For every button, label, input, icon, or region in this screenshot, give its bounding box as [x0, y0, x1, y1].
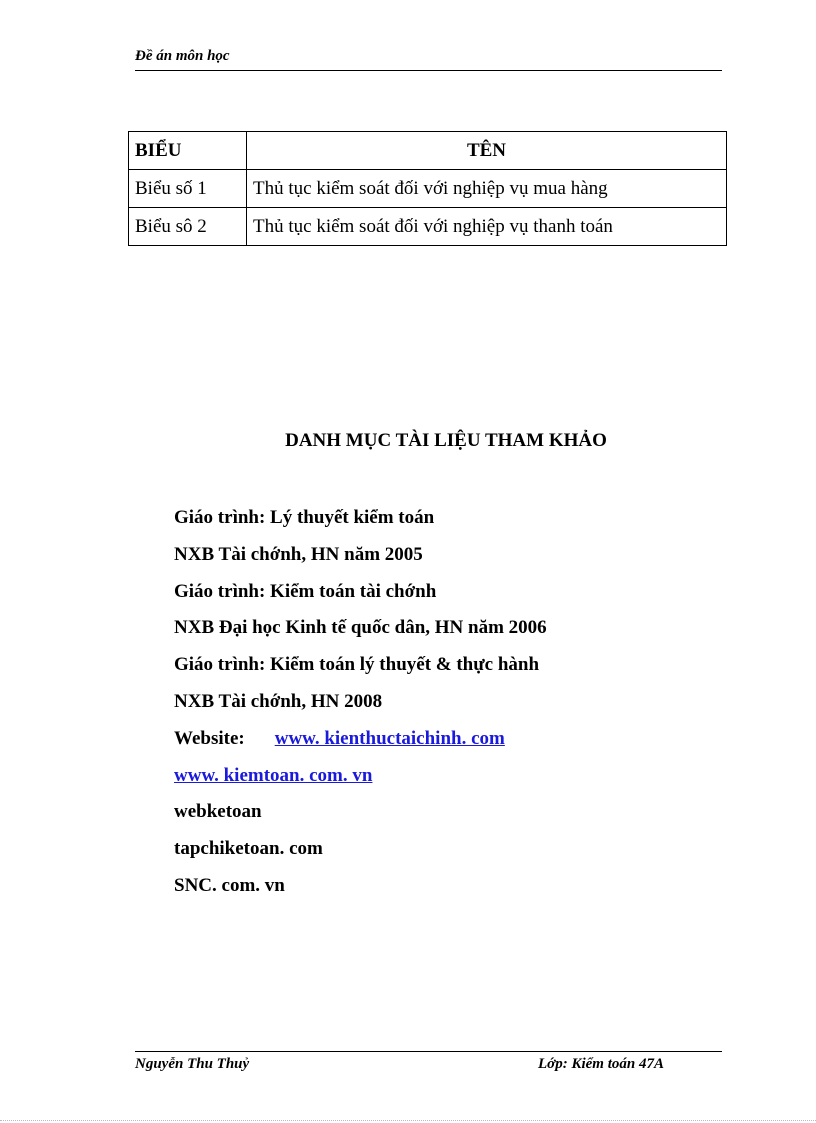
document-header: Đề án môn học	[135, 48, 230, 64]
table-cell: Thủ tục kiểm soát đối với nghiệp vụ mua hàng	[247, 170, 727, 208]
reference-item: SNC. com. vn	[174, 874, 285, 896]
figure-list-table	[128, 131, 727, 246]
reference-item: NXB Tài chớnh, HN 2008	[174, 690, 383, 712]
website-line	[174, 758, 547, 795]
website-line	[174, 721, 547, 758]
reference-item: tapchiketoan. com	[174, 838, 323, 860]
reference-item: webketoan	[174, 801, 262, 823]
website-link[interactable]: www. kiemtoan. com. vn	[174, 764, 373, 786]
column-header: BIỂU	[129, 132, 247, 170]
table-cell: Biểu số 1	[129, 170, 247, 208]
website-link[interactable]: www. kienthuctaichinh. com	[274, 727, 505, 749]
footer-rule	[135, 1051, 722, 1052]
table-cell: Thủ tục kiểm soát đối với nghiệp vụ thanh toán	[247, 208, 727, 246]
table-cell: Biểu sô 2	[129, 208, 247, 246]
references-list	[174, 500, 547, 905]
reference-item: Giáo trình: Kiểm toán lý thuyết & thực hành	[174, 654, 540, 676]
table-header-row	[129, 132, 727, 170]
table-row	[129, 170, 727, 208]
reference-item: NXB Đại học Kinh tế quốc dân, HN năm 2006	[174, 617, 547, 639]
table-row	[129, 208, 727, 246]
reference-item: Giáo trình: Lý thuyết kiểm toán	[174, 507, 435, 528]
references-title: DANH MỤC TÀI LIỆU THAM KHẢO	[285, 430, 607, 451]
footer-author: Nguyễn Thu Thuỷ	[135, 1056, 250, 1072]
page-bottom-border	[0, 1120, 816, 1121]
website-label: Website:	[174, 727, 245, 749]
reference-item: NXB Tài chớnh, HN năm 2005	[174, 543, 423, 565]
header-rule	[135, 70, 722, 71]
column-header: TÊN	[247, 132, 727, 170]
reference-item: Giáo trình: Kiểm toán tài chớnh	[174, 580, 437, 602]
footer-class: Lớp: Kiểm toán 47A	[538, 1056, 664, 1072]
